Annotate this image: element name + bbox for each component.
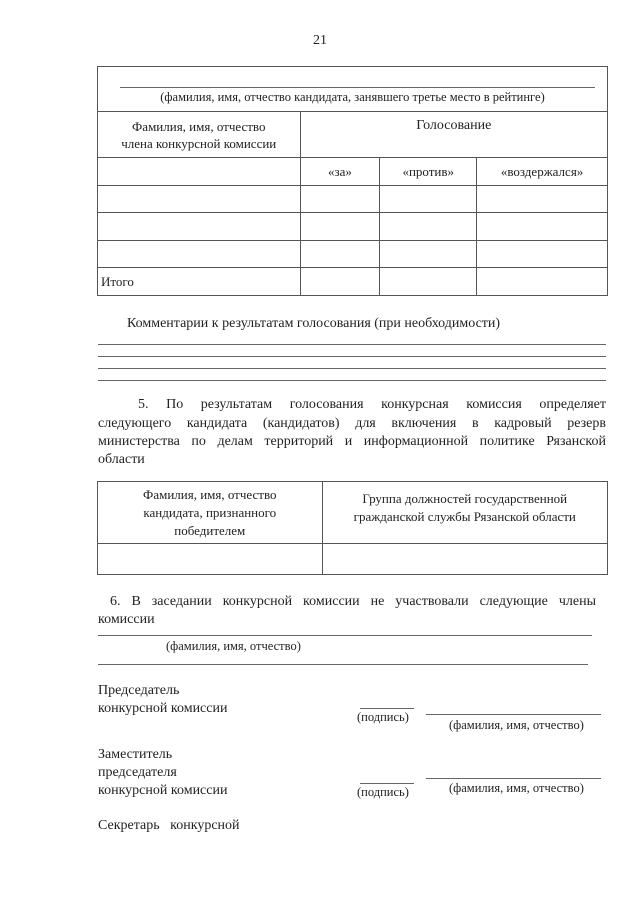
winner-table — [97, 481, 608, 575]
chair-label-2: конкурсной комиссии — [98, 701, 228, 716]
voting-table — [97, 66, 608, 296]
member-name-cell[interactable] — [98, 158, 301, 186]
table-cell[interactable] — [477, 213, 608, 241]
member-header-line2: члена конкурсной комиссии — [121, 135, 277, 151]
table-cell[interactable] — [380, 213, 477, 241]
absent-members-line[interactable] — [98, 664, 588, 665]
position-group-cell[interactable] — [322, 544, 607, 575]
member-header-line1: Фамилия, имя, отчество — [132, 118, 266, 134]
winner-name-cell[interactable] — [98, 544, 323, 575]
table-cell[interactable] — [380, 186, 477, 213]
absent-members-line[interactable] — [98, 635, 592, 636]
section5-line3: министерства по делам территорий и информационной политике Рязанской — [98, 434, 606, 449]
table-cell[interactable] — [477, 241, 608, 268]
comments-label: Комментарии к результатам голосования (при необходимости) — [127, 316, 501, 331]
secretary-label: Секретарь конкурсной — [98, 818, 240, 833]
comment-line[interactable] — [98, 380, 606, 381]
deputy-signature-line[interactable] — [360, 783, 414, 784]
section6-line2: комиссии — [98, 612, 155, 627]
deputy-signature-caption: (подпись) — [357, 785, 409, 799]
winner-header-line2: кандидата, признанного — [143, 504, 277, 520]
section5-line2: следующего кандидата (кандидатов) для включения в кадровый резерв — [98, 416, 606, 431]
chair-name-caption: (фамилия, имя, отчество) — [449, 718, 584, 732]
candidate-caption: (фамилия, имя, отчество кандидата, занявшего третье место в рейтинге) — [160, 89, 545, 104]
deputy-label-2: председателя — [98, 765, 177, 780]
voting-header: Голосование — [300, 112, 607, 158]
table-cell[interactable] — [300, 186, 380, 213]
position-header-line2: гражданской службы Рязанской области — [353, 509, 576, 524]
winner-header-line1: Фамилия, имя, отчество — [143, 486, 277, 502]
section5-line1: 5. По результатам голосования конкурсная комиссия определяет — [138, 397, 606, 412]
table-row — [98, 213, 608, 241]
absent-members-caption: (фамилия, имя, отчество) — [166, 639, 301, 653]
deputy-label-1: Заместитель — [98, 747, 173, 762]
deputy-label-3: конкурсной комиссии — [98, 783, 228, 798]
chair-signature-line[interactable] — [360, 708, 414, 709]
col-against-header: «против» — [380, 158, 477, 186]
table-cell[interactable] — [477, 186, 608, 213]
section6-line1: 6. В заседании конкурсной комиссии не участвовали следующие члены — [110, 594, 596, 609]
total-against[interactable] — [380, 268, 477, 296]
col-abstain-header: «воздержался» — [477, 158, 608, 186]
table-cell[interactable] — [98, 186, 301, 213]
page-number: 21 — [313, 33, 327, 48]
table-row — [98, 241, 608, 268]
table-cell[interactable] — [380, 241, 477, 268]
winner-header-line3: победителем — [174, 522, 246, 538]
table-cell[interactable] — [300, 213, 380, 241]
deputy-name-line[interactable] — [426, 778, 601, 779]
position-header-line1: Группа должностей государственной — [362, 491, 568, 506]
comment-line[interactable] — [98, 368, 606, 369]
candidate-name-cell — [98, 67, 608, 112]
table-cell[interactable] — [300, 241, 380, 268]
col-for-header: «за» — [300, 158, 380, 186]
total-row — [98, 268, 608, 296]
table-cell[interactable] — [98, 241, 301, 268]
total-for[interactable] — [300, 268, 380, 296]
chair-label-1: Председатель — [98, 683, 180, 698]
total-label: Итого — [98, 268, 301, 296]
candidate-name-line — [120, 87, 595, 88]
chair-signature-caption: (подпись) — [357, 710, 409, 724]
table-row — [98, 186, 608, 213]
deputy-name-caption: (фамилия, имя, отчество) — [449, 781, 584, 795]
chair-name-line[interactable] — [426, 714, 601, 715]
member-header — [98, 112, 301, 158]
winner-name-header — [98, 482, 323, 544]
total-abstain[interactable] — [477, 268, 608, 296]
table-cell[interactable] — [98, 213, 301, 241]
position-group-header — [322, 482, 607, 544]
comment-line[interactable] — [98, 356, 606, 357]
comment-line[interactable] — [98, 344, 606, 345]
section5-line4: области — [98, 452, 145, 467]
